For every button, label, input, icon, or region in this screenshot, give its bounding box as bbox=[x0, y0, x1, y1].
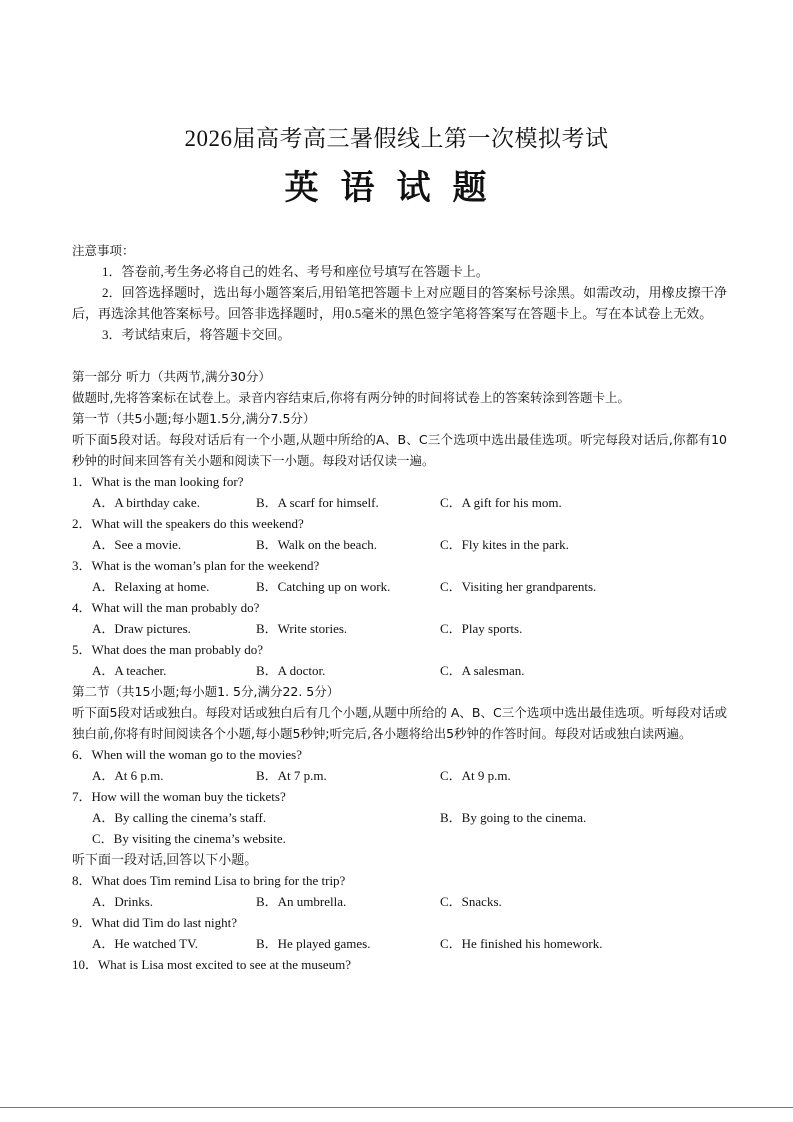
part1-instruction: 做题时,先将答案标在试卷上。录音内容结束后,你将有两分钟的时间将试卷上的答案转涂到答题卡上。 bbox=[72, 390, 630, 405]
exam-title: 2026届高考高三暑假线上第一次模拟考试 bbox=[184, 126, 609, 151]
question-1: 1．What is the man looking for? bbox=[72, 474, 244, 489]
question-4: 4．What will the man probably do? bbox=[72, 600, 260, 615]
question-5: 5．What does the man probably do? bbox=[72, 642, 263, 657]
part1-heading: 第一部分 听力（共两节,满分30分） bbox=[72, 369, 271, 384]
option-a: A．Draw pictures. bbox=[92, 621, 191, 636]
option-c: C．He finished his homework. bbox=[440, 936, 603, 951]
option-b: B．At 7 p.m. bbox=[256, 768, 327, 783]
question-2: 2．What will the speakers do this weekend? bbox=[72, 516, 304, 531]
section1-heading: 第一节（共5小题;每小题1.5分,满分7.5分） bbox=[72, 411, 316, 426]
option-a: A．He watched TV. bbox=[92, 936, 199, 951]
section1-instruction: 听下面5段对话。每段对话后有一个小题,从题中所给的A、B、C三个选项中选出最佳选项。听完每段对话后,你都有10秒钟的时间来回答有关小题和阅读下一小题。每段对话仅读一遍。 bbox=[72, 432, 727, 468]
question-6: 6．When will the woman go to the movies? bbox=[72, 747, 302, 762]
option-c: C．At 9 p.m. bbox=[440, 768, 511, 783]
option-b: B．A doctor. bbox=[256, 663, 326, 678]
notice-heading: 注意事项： bbox=[72, 243, 135, 258]
question-9: 9．What did Tim do last night? bbox=[72, 915, 238, 930]
exam-content bbox=[72, 240, 727, 975]
question-3-options bbox=[72, 576, 727, 597]
question-9-options bbox=[72, 933, 727, 954]
sub-instruction: 听下面一段对话,回答以下小题。 bbox=[72, 852, 258, 867]
question-2-options bbox=[72, 534, 727, 555]
question-5-options bbox=[72, 660, 727, 681]
option-b: B．Walk on the beach. bbox=[256, 537, 377, 552]
question-8: 8．What does Tim remind Lisa to bring for the trip? bbox=[72, 873, 346, 888]
question-7: 7．How will the woman buy the tickets? bbox=[72, 789, 286, 804]
option-a: A．By calling the cinema’s staff. bbox=[92, 810, 267, 825]
page-bottom-rule bbox=[0, 1107, 793, 1108]
question-7-options-c bbox=[72, 828, 727, 849]
question-6-options bbox=[72, 765, 727, 786]
option-c: C．A salesman. bbox=[440, 663, 525, 678]
option-a: A．A birthday cake. bbox=[92, 495, 200, 510]
question-3: 3．What is the woman’s plan for the weekend? bbox=[72, 558, 320, 573]
subject-title: 英语试题 bbox=[284, 168, 509, 208]
option-a: A．See a movie. bbox=[92, 537, 182, 552]
section2-heading: 第二节（共15小题;每小题1. 5分,满分22. 5分） bbox=[72, 684, 340, 699]
option-a: A．Drinks. bbox=[92, 894, 154, 909]
option-b: B．By going to the cinema. bbox=[440, 810, 587, 825]
option-a: A．A teacher. bbox=[92, 663, 167, 678]
notice-item-3: 3．考试结束后，将答题卡交回。 bbox=[102, 327, 291, 342]
notice-item-1: 1．答卷前,考生务必将自己的姓名、考号和座位号填写在答题卡上。 bbox=[102, 264, 489, 279]
option-b: B．A scarf for himself. bbox=[256, 495, 379, 510]
option-b: B．He played games. bbox=[256, 936, 371, 951]
option-c: C．Snacks. bbox=[440, 894, 502, 909]
question-8-options bbox=[72, 891, 727, 912]
question-10: 10．What is Lisa most excited to see at the museum? bbox=[72, 957, 352, 972]
question-7-options-ab bbox=[72, 807, 727, 828]
option-c: C．Visiting her grandparents. bbox=[440, 579, 597, 594]
option-a: A．Relaxing at home. bbox=[92, 579, 210, 594]
option-a: A．At 6 p.m. bbox=[92, 768, 164, 783]
question-4-options bbox=[72, 618, 727, 639]
option-c: C．By visiting the cinema’s website. bbox=[92, 831, 286, 846]
question-1-options bbox=[72, 492, 727, 513]
option-b: B．Catching up on work. bbox=[256, 579, 391, 594]
option-b: B．An umbrella. bbox=[256, 894, 347, 909]
notice-item-2: 2．回答选择题时，选出每小题答案后,用铅笔把答题卡上对应题目的答案标号涂黑。如需改动，用橡皮擦干净后，再选涂其他答案标号。回答非选择题时，用0.5毫米的黑色签字笔将答案写在答题卡上。写在本试卷上无效。 bbox=[72, 285, 727, 321]
option-b: B．Write stories. bbox=[256, 621, 348, 636]
option-c: C．Play sports. bbox=[440, 621, 523, 636]
option-c: C．Fly kites in the park. bbox=[440, 537, 569, 552]
section2-instruction: 听下面5段对话或独白。每段对话或独白后有几个小题,从题中所给的 A、B、C三个选项中选出最佳选项。听每段对话或独白前,你将有时间阅读各个小题,每小题5秒钟;听完后,各小题将给出5秒钟的作答时间。每段对话或独白读两遍。 bbox=[72, 705, 727, 741]
option-c: C．A gift for his mom. bbox=[440, 495, 562, 510]
